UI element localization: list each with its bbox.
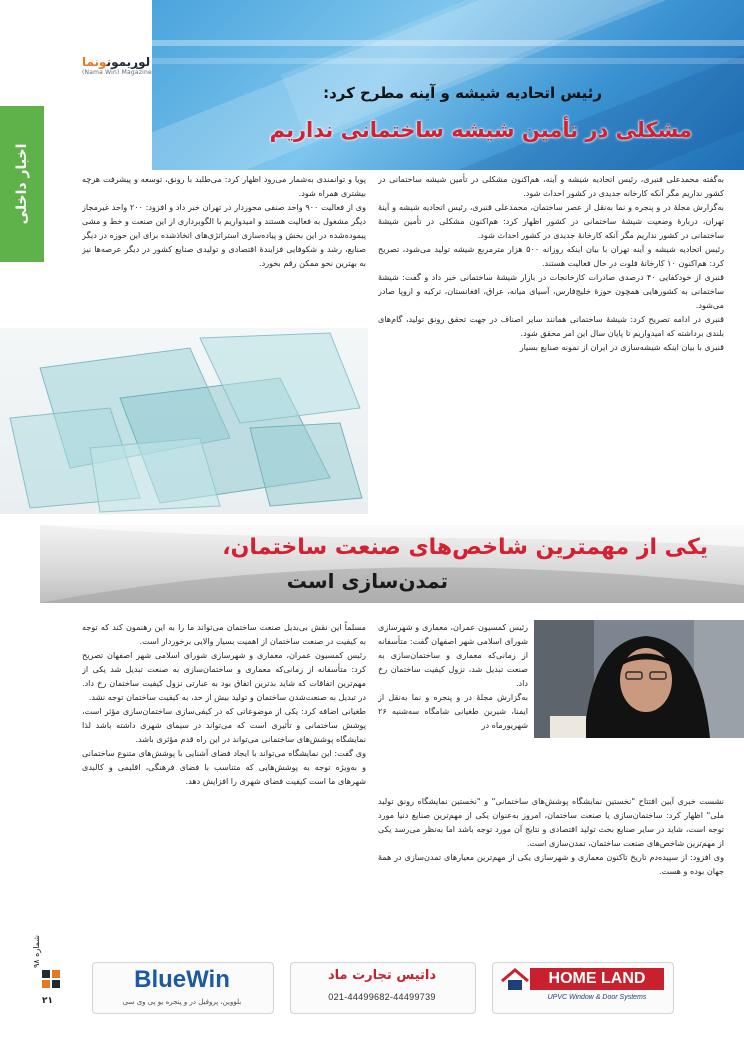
magazine-logo xyxy=(82,56,154,80)
paragraph: به‌گفته محمدعلی قنبری، رئیس اتحادیه شیشه و آینه، هم‌اکنون مشکلی در تأمین شیشه ساختمانی در کشور نداریم مگر آنکه کارخانه جدیدی در کشور احداث شود. xyxy=(378,174,724,198)
paragraph: به‌گزارش مجلهٔ در و پنجره و نما به‌نقل از عصر ساختمان، محمدعلی قنبری، رئیس اتحادیه شیشه و آینهٔ تهران، دربارهٔ وضعیت شیشهٔ ساختمانی در کشور اظهار کرد: هم‌اکنون مشکلی در تأمین شیشهٔ ساختمانی در کشور نداریم مگر آنکه کارخانهٔ جدیدی در کشور احداث شود. xyxy=(378,202,724,240)
paragraph: پویا و توانمندی به‌شمار می‌رود اظهار کرد: می‌طلبد با رونق، توسعه و پیشرفت هرچه بیشتری همراه شود. xyxy=(82,174,366,198)
article1-left-column xyxy=(82,172,366,320)
article2-headline-2: تمدن‌سازی است xyxy=(286,569,448,593)
paragraph: وی افزود: از سپیده‌دم تاریخ تاکنون معماری و شهرسازی یکی از مهم‌ترین معیارهای تمدن‌سازی در همهٔ جهان بوده و هست. xyxy=(378,852,724,876)
ad-datis[interactable] xyxy=(290,962,474,1012)
speaker-portrait-photo xyxy=(534,620,744,738)
paragraph: به‌گزارش مجلهٔ در و پنجره و نما به‌نقل از ایمنا، شیرین طغیانی شامگاه سه‌شنبه ۲۶ شهریورماه در xyxy=(378,692,528,730)
section-tab-label: اخبار داخلی xyxy=(14,143,30,225)
glass-sheets-photo xyxy=(0,328,368,514)
article1-right-column xyxy=(378,172,724,510)
page-marker xyxy=(30,928,70,1008)
paragraph: طغیانی اضافه کرد: یکی از موضوعاتی که در کیفی‌سازی ساختمان‌سازی مؤثر است، پوشش ساختمانی و تأثیری است که می‌تواند در سیمای شهری داشته باشد لذا نمایشگاه پوشش‌های ساختمانی می‌تواند در این راه قدم مؤثری باشد. xyxy=(82,706,366,744)
logo-persian: لوړیمونونما xyxy=(82,55,151,69)
article2-right-column-bottom xyxy=(378,794,724,944)
article2-banner xyxy=(40,525,744,603)
ad-datis-phones: 021-44499682-44499739 xyxy=(328,992,436,1002)
paragraph: رئیس کمسیون عمران، معماری و شهرسازی شورای اسلامی شهر اصفهان گفت: متأسفانه از زمانی‌که معماری و ساختمان‌سازی به صنعت تبدیل شد، نزول کیفیت ساختمان رخ داد. xyxy=(378,622,528,688)
house-icon xyxy=(500,968,530,992)
paragraph: مسلماً این نقش بی‌بدیل صنعت ساختمان می‌تواند ما را به این رهنمون کند که توجه به کیفیت در صنعت ساختمان از اهمیت بسیار والایی برخوردار است. xyxy=(82,622,366,646)
magazine-mark-icon xyxy=(40,966,62,994)
ad-homeland-tagline: UPVC Window & Door Systems xyxy=(547,994,647,1001)
section-tab xyxy=(0,106,44,262)
ad-datis-name: داتیس تجارت ماد xyxy=(327,968,437,983)
paragraph: قنبری با بیان اینکه شیشه‌سازی در ایران از نمونه صنایع بسیار xyxy=(519,342,724,352)
portrait-illustration xyxy=(534,620,744,738)
page-number: ۲۱ xyxy=(42,996,53,1006)
ad-bluewin-brand: BlueWin xyxy=(134,966,230,993)
paragraph: قنبری در ادامه تصریح کرد: شیشهٔ ساختمانی همانند سایر اصناف در جهت تحقق رونق تولید، گام‌های بلندی برداشته که امیدواریم تا پایان سال این امر محقق شود. xyxy=(378,314,724,338)
paragraph: وی گفت: این نمایشگاه می‌تواند با ایجاد فضای آشنایی با پوشش‌های متنوع ساختمانی و به‌ویژه توجه به پوشش‌هایی که متناسب با فضای فرهنگی، اقلیمی و کالبدی شهرهای ما است کیفیت فضای شهری را افزایش دهد. xyxy=(82,748,366,786)
article2-headline-1: یکی از مهمترین شاخص‌های صنعت ساختمان، xyxy=(222,535,708,560)
glass-sheets-illustration xyxy=(0,328,368,514)
article-kicker: رئیس اتحادیه شیشه و آینه مطرح کرد: xyxy=(323,84,602,102)
article2-left-column xyxy=(82,620,366,946)
ad-bluewin-tagline: بلووین، پروفیل در و پنجره یو پی وی سی xyxy=(122,998,242,1006)
article-header-band xyxy=(152,0,744,170)
ad-bluewin[interactable] xyxy=(92,962,272,1012)
paragraph: رئیس کمسیون عمران، معماری و شهرسازی شورای اسلامی شهر اصفهان تصریح کرد: متأسفانه از زمانی‌که معماری و ساختمان‌سازی به صنعت تبدیل شد یکی از مهم‌ترین اتفاقات که شاید بدترین اتفاق بود به عبارتی نزول کیفیت ساختمان رخ داد. در تبدیل به صنعت‌شدن ساختمان و تولید بیش از حد، به کیفیت ساختمان توجه نشد. xyxy=(82,650,366,702)
logo-english: (Nama Win) Magazine xyxy=(82,69,152,76)
issue-label: شماره ۹۸ xyxy=(32,935,41,968)
paragraph: قنبری از خودکفایی ۴۰ درصدی صادرات کارخانجات در بازار شیشهٔ ساختمانی خبر داد و گفت: شیشهٔ ساختمانی به کشورهایی همچون حوزهٔ خلیج‌فارس، آسیای میانه، عراق، افغانستان، ترکیه و اروپا صادر می‌شود. xyxy=(378,272,724,310)
ad-homeland[interactable] xyxy=(492,962,672,1012)
paragraph: رئیس اتحادیه شیشه و آینه تهران با بیان اینکه روزانه ۵۰۰ هزار مترمربع شیشه تولید می‌شود، تصریح کرد: هم‌اکنون ۱۰ کارخانهٔ فلوت در حال فعالیت هستند. xyxy=(378,244,724,268)
paragraph: نشست خبری آیین افتتاح "نخستین نمایشگاه پوشش‌های ساختمانی" و "نخستین نمایشگاه رونق تولید ملی" اظهار کرد: ساختمان‌سازی یا صنعت ساختمان، امروز به‌عنوان یکی از مهم‌ترین صنایع دنیا مورد توجه است، شاید در سایر صنایع بحث تولید اقتصادی و نتایج آن مورد توجه باشد اما به‌نظر می‌رسد یکی از مهم‌ترین شاخص‌های صنعت ساختمان، تمدن‌سازی است. xyxy=(378,796,724,848)
article-title: مشکلی در تأمین شیشه ساختمانی نداریم xyxy=(269,118,692,142)
paragraph: وی از فعالیت ۹۰۰ واحد صنفی مجوزدار در تهران خبر داد و افزود: ۲۰۰ واحد غیرمجاز دیگر مشغول به فعالیت هستند و امیدواریم با الگوبرداری از این صنعت و خط و مشی پیموده‌شده در این بخش و پیاده‌سازی استراتژی‌های اتخاذشده برای این حوزه در دیگر صنایع، رشد و شکوفایی فزایندهٔ اقتصادی و تولیدی صنایع کشور در دیگر عرصه‌ها نیز به بهترین نحو ممکن رقم بخورد. xyxy=(82,202,366,268)
ad-homeland-brand: HOME LAND xyxy=(530,968,664,990)
article2-right-column-top xyxy=(378,620,528,756)
